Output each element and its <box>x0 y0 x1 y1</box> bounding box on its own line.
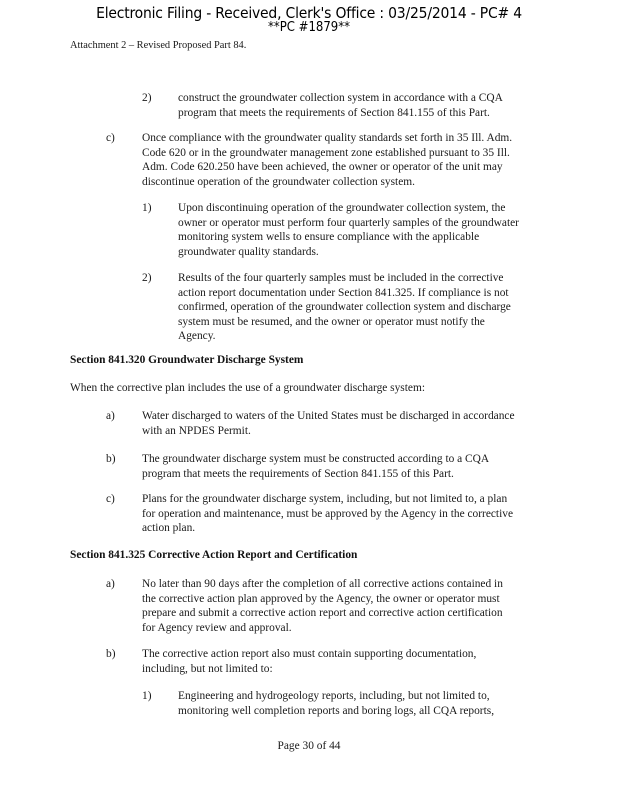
paragraph-line: program that meets the requirements of Section 841.155 of this Part. <box>178 106 490 119</box>
item-label: b) <box>106 648 116 660</box>
section-heading: Section 841.325 Corrective Action Report and Certification <box>70 549 358 561</box>
paragraph-line: Results of the four quarterly samples must be included in the corrective <box>178 272 504 284</box>
item-label: 2) <box>142 92 152 104</box>
paragraph-line: program that meets the requirements of Section 841.155 of this Part. <box>142 467 454 480</box>
paragraph-line: Agency. <box>178 330 216 343</box>
paragraph-line: Plans for the groundwater discharge system, including, but not limited to, a plan <box>142 493 508 505</box>
paragraph-line: including, but not limited to: <box>142 662 273 675</box>
section-heading: Section 841.320 Groundwater Discharge System <box>70 354 304 366</box>
pc-number-stamp: **PC #1879** <box>268 20 350 35</box>
paragraph-line: monitoring well completion reports and boring logs, all CQA reports, <box>178 704 495 717</box>
item-label: 1) <box>142 202 152 214</box>
item-label: c) <box>106 493 115 505</box>
paragraph <box>142 647 476 676</box>
attachment-header: Attachment 2 – Revised Proposed Part 84. <box>70 40 247 51</box>
paragraph-line: Water discharged to waters of the United States must be discharged in accordance <box>142 410 515 422</box>
paragraph-line: construct the groundwater collection system in accordance with a CQA <box>178 92 503 104</box>
paragraph-line: the corrective action plan approved by the Agency, the owner or operator must <box>142 592 500 605</box>
paragraph <box>178 689 494 718</box>
paragraph-line: Upon discontinuing operation of the groundwater collection system, the <box>178 202 506 214</box>
paragraph-line: for operation and maintenance, must be approved by the Agency in the corrective <box>142 507 514 520</box>
paragraph-line: owner or operator must perform four quarterly samples of the groundwater <box>178 216 519 229</box>
page-number: Page 30 of 44 <box>277 740 341 752</box>
paragraph-line: No later than 90 days after the completion of all corrective actions contained in <box>142 578 503 590</box>
item-label: c) <box>106 132 115 144</box>
item-label: 2) <box>142 272 152 284</box>
paragraph <box>178 271 511 344</box>
item-label: 1) <box>142 690 152 702</box>
paragraph <box>142 409 515 438</box>
paragraph <box>178 201 519 259</box>
paragraph-line: system must be resumed, and the owner or operator must notify the <box>178 315 485 328</box>
paragraph-line: action plan. <box>142 522 196 535</box>
paragraph-line: Adm. Code 620.250 have been achieved, the owner or operator of the unit may <box>142 161 503 174</box>
paragraph-line: discontinue operation of the groundwater collection system. <box>142 175 415 188</box>
paragraph-line: Engineering and hydrogeology reports, including, but not limited to, <box>178 690 490 702</box>
paragraph <box>142 577 503 635</box>
paragraph-line: action report documentation under Section 841.325. If compliance is not <box>178 286 509 299</box>
electronic-filing-stamp: Electronic Filing - Received, Clerk's Office : 03/25/2014 - PC# 4 <box>96 4 522 22</box>
paragraph-line: The corrective action report also must contain supporting documentation, <box>142 648 477 660</box>
paragraph-line: Code 620 or in the groundwater management zone established pursuant to 35 Ill. <box>142 146 510 159</box>
paragraph <box>142 492 513 536</box>
item-label: a) <box>106 578 115 590</box>
paragraph-line: for Agency review and approval. <box>142 621 292 634</box>
paragraph-line: with an NPDES Permit. <box>142 424 251 437</box>
paragraph-line: Once compliance with the groundwater quality standards set forth in 35 Ill. Adm. <box>142 132 513 144</box>
paragraph <box>142 131 512 189</box>
paragraph-line: confirmed, operation of the groundwater collection system and discharge <box>178 301 511 314</box>
paragraph-line: monitoring system wells to ensure compliance with the applicable <box>178 231 480 244</box>
paragraph-line: groundwater quality standards. <box>178 245 319 258</box>
paragraph-line: prepare and submit a corrective action report and corrective action certification <box>142 607 503 620</box>
paragraph-line: The groundwater discharge system must be constructed according to a CQA <box>142 453 490 465</box>
paragraph <box>178 91 503 120</box>
item-label: b) <box>106 453 116 465</box>
paragraph <box>142 452 489 481</box>
item-label: a) <box>106 410 115 422</box>
section-intro: When the corrective plan includes the use of a groundwater discharge system: <box>70 382 425 394</box>
